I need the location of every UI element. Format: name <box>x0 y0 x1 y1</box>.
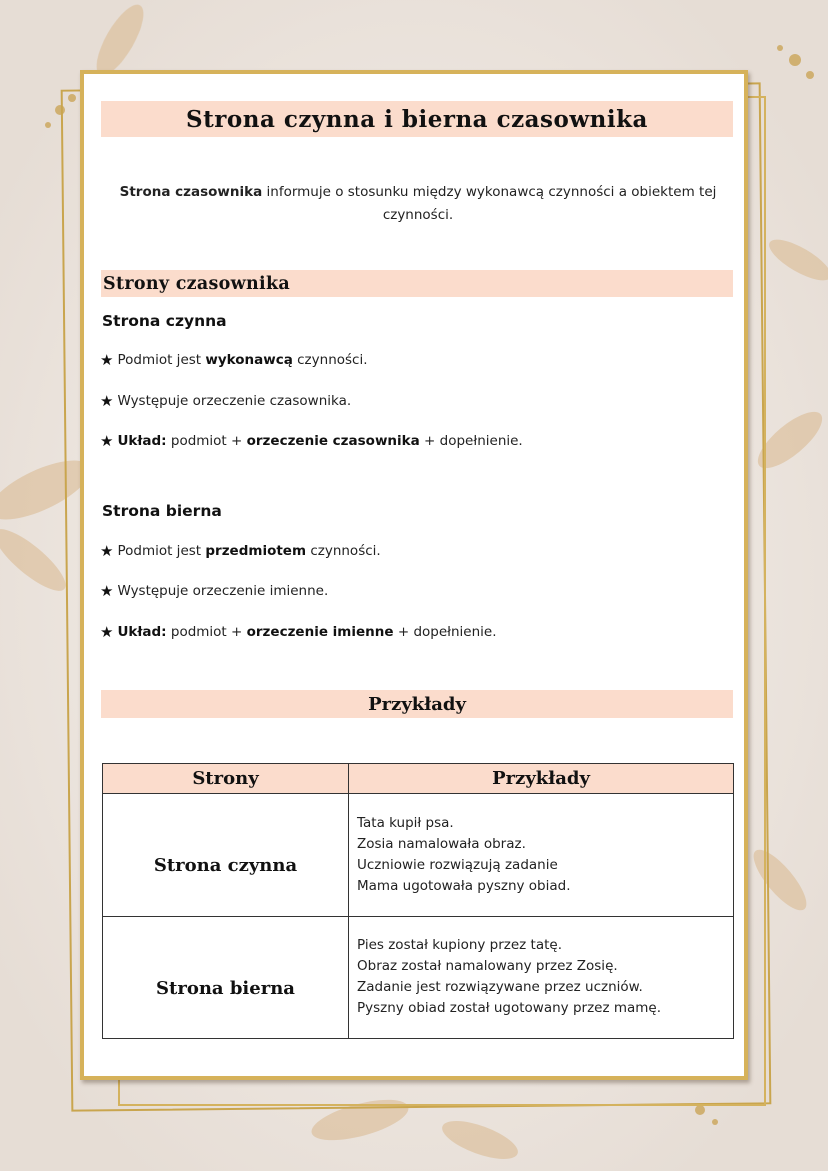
row-label-passive: Strona bierna <box>103 916 349 1039</box>
example-line: Zosia namalowała obraz. <box>357 835 526 852</box>
example-line: Zadanie jest rozwiązywane przez uczniów. <box>357 979 643 996</box>
intro-text-2: czynności. <box>382 207 454 223</box>
passive-bullet-3: ★ Układ: podmiot + orzeczenie imienne + dopełnienie. <box>100 623 497 641</box>
section-title: Strony czasownika <box>101 270 733 297</box>
passive-bullet-2: ★ Występuje orzeczenie imienne. <box>100 582 329 600</box>
passive-bullet-1: ★ Podmiot jest przedmiotem czynności. <box>100 542 381 560</box>
row-label-active: Strona czynna <box>103 794 349 917</box>
example-line: Tata kupił psa. <box>357 814 454 831</box>
star-icon: ★ <box>100 542 114 560</box>
active-bullet-3: ★ Układ: podmiot + orzeczenie czasownika + dopełnienie. <box>100 432 523 450</box>
active-bullet-2: ★ Występuje orzeczenie czasownika. <box>100 392 352 410</box>
active-heading: Strona czynna <box>102 312 227 330</box>
star-icon: ★ <box>100 351 114 369</box>
example-line: Uczniowie rozwiązują zadanie <box>357 856 558 873</box>
table-header-row <box>103 764 734 794</box>
example-line: Pyszny obiad został ugotowany przez mamę. <box>357 1000 662 1017</box>
intro-bold: Strona czasownika <box>119 184 263 200</box>
table-header-strony: Strony <box>103 764 349 794</box>
active-bullet-1: ★ Podmiot jest wykonawcą czynności. <box>100 351 368 369</box>
table-row <box>103 916 734 1039</box>
page-title: Strona czynna i bierna czasownika <box>101 101 733 137</box>
intro-text: informuje o stosunku między wykonawcą czynności a obiektem tej <box>262 184 717 200</box>
example-line: Mama ugotowała pyszny obiad. <box>357 877 571 894</box>
table-row <box>103 794 734 917</box>
examples-table <box>102 763 734 1039</box>
document-card <box>80 70 748 1080</box>
star-icon: ★ <box>100 392 114 410</box>
star-icon: ★ <box>100 582 114 600</box>
example-line: Pies został kupiony przez tatę. <box>357 937 563 954</box>
star-icon: ★ <box>100 623 114 641</box>
table-header-przyklady: Przykłady <box>349 764 734 794</box>
star-icon: ★ <box>100 432 114 450</box>
examples-title: Przykłady <box>101 690 733 718</box>
row-examples-passive <box>349 916 734 1039</box>
example-line: Obraz został namalowany przez Zosię. <box>357 958 618 975</box>
passive-heading: Strona bierna <box>102 502 222 520</box>
row-examples-active <box>349 794 734 917</box>
intro-paragraph <box>114 181 722 227</box>
